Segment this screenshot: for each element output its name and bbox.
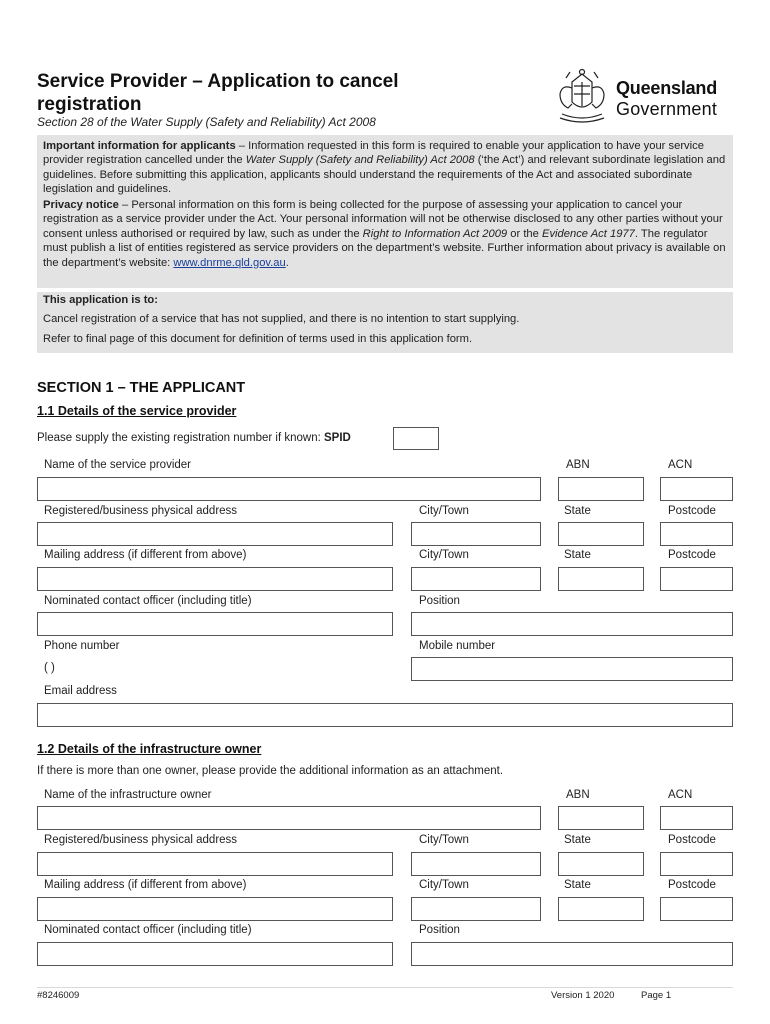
important-text-b: (‘the Act’) and relevant subordinate legislation and guidelines. Before submitting this application, applicants should understand the requirements of the Act and associated subordinate legislation and guidelines. — [43, 154, 726, 196]
provider-mailing-state-input[interactable] — [558, 567, 644, 591]
owner-physical-state-input[interactable] — [558, 852, 644, 876]
provider-mobile-input[interactable] — [411, 657, 733, 681]
provider-name-label: Name of the service provider — [44, 459, 192, 471]
department-website-link[interactable]: www.dnrme.qld.gov.au — [173, 256, 286, 269]
owner-mailing-postcode-input[interactable] — [660, 897, 733, 921]
provider-contact-officer-label: Nominated contact officer (including title) — [44, 595, 252, 607]
owner-physical-state-label: State — [564, 834, 591, 846]
owner-physical-address-label: Registered/business physical address — [44, 834, 238, 846]
spid-label: SPID — [324, 432, 351, 444]
owner-mailing-postcode-label: Postcode — [668, 879, 716, 891]
important-text-a: – Information requested in this form is required to enable your application to have your service provider registration cancelled under the — [43, 140, 704, 167]
provider-mobile-label: Mobile number — [419, 640, 496, 652]
spid-instruction — [37, 432, 351, 444]
important-act-name: Water Supply (Safety and Reliability) Act 2008 — [245, 154, 475, 167]
provider-abn-label: ABN — [566, 459, 590, 471]
provider-mailing-city-input[interactable] — [411, 567, 541, 591]
privacy-text-a: – Personal information on this form is being collected for the purpose of assessing your application to cancel your registration as a service provider under the Act. Your personal information will not be otherwise disclosed to any other parties without your consent unless authorised or required by law, such as under the — [43, 199, 723, 240]
footer-divider — [37, 987, 733, 988]
owner-mailing-city-label: City/Town — [419, 879, 469, 891]
spid-text: Please supply the existing registration number if known: — [37, 432, 325, 444]
privacy-text-b: . The regulator must publish a list of entities registered as service providers on the department’s website. Further information about privacy is available on the department’s website: — [43, 227, 726, 269]
provider-physical-postcode-input[interactable] — [660, 522, 733, 546]
page-subtitle: Section 28 of the Water Supply (Safety and Reliability) Act 2008 — [37, 115, 376, 129]
important-heading: Important information for applicants — [43, 140, 236, 152]
queensland-government-logo — [554, 68, 734, 126]
section-1-title: SECTION 1 – THE APPLICANT — [37, 380, 246, 396]
owner-mailing-state-input[interactable] — [558, 897, 644, 921]
information-panel — [37, 135, 733, 353]
provider-physical-city-input[interactable] — [411, 522, 541, 546]
provider-mailing-city-label: City/Town — [419, 549, 469, 561]
document-id: #8246009 — [37, 990, 80, 1001]
owner-mailing-state-label: State — [564, 879, 591, 891]
provider-physical-postcode-label: Postcode — [668, 505, 716, 517]
provider-name-input[interactable] — [37, 477, 541, 501]
provider-physical-city-label: City/Town — [419, 505, 469, 517]
owner-name-input[interactable] — [37, 806, 541, 830]
owner-contact-officer-label: Nominated contact officer (including title) — [44, 924, 252, 936]
privacy-notice-paragraph — [43, 198, 727, 270]
subsection-1-2-title: 1.2 Details of the infrastructure owner — [37, 742, 262, 756]
owner-mailing-address-input[interactable] — [37, 897, 393, 921]
provider-email-input[interactable] — [37, 703, 733, 727]
provider-physical-state-label: State — [564, 505, 591, 517]
provider-phone-input[interactable] — [37, 657, 393, 681]
phone-area-code-brackets: ( ) — [44, 662, 55, 674]
provider-mailing-address-label: Mailing address (if different from above) — [44, 549, 247, 561]
owner-physical-address-input[interactable] — [37, 852, 393, 876]
provider-phone-label: Phone number — [44, 640, 120, 652]
application-text: Cancel registration of a service that has not supplied, and there is no intention to start supplying. — [43, 313, 520, 325]
provider-physical-address-input[interactable] — [37, 522, 393, 546]
owner-acn-label: ACN — [668, 789, 693, 801]
owner-acn-input[interactable] — [660, 806, 733, 830]
privacy-act-evidence: Evidence Act 1977 — [541, 227, 635, 240]
provider-acn-label: ACN — [668, 459, 693, 471]
owner-physical-postcode-label: Postcode — [668, 834, 716, 846]
spid-input[interactable] — [393, 427, 439, 450]
logo-queensland-text: Queensland — [616, 78, 718, 98]
provider-mailing-postcode-input[interactable] — [660, 567, 733, 591]
provider-contact-officer-input[interactable] — [37, 612, 393, 636]
page-number: Page 1 — [641, 990, 672, 1001]
subsection-1-1-title: 1.1 Details of the service provider — [37, 404, 237, 418]
provider-mailing-postcode-label: Postcode — [668, 549, 716, 561]
owner-mailing-address-label: Mailing address (if different from above) — [44, 879, 247, 891]
privacy-text-mid: or the — [507, 227, 542, 240]
version-label: Version 1 2020 — [551, 990, 615, 1001]
application-heading: This application is to: — [43, 294, 158, 306]
logo-government-text: Government — [616, 99, 718, 119]
owner-attachment-note: If there is more than one owner, please provide the additional information as an attachment. — [37, 765, 504, 777]
provider-abn-input[interactable] — [558, 477, 644, 501]
owner-physical-postcode-input[interactable] — [660, 852, 733, 876]
provider-acn-input[interactable] — [660, 477, 733, 501]
provider-mailing-address-input[interactable] — [37, 567, 393, 591]
owner-name-label: Name of the infrastructure owner — [44, 789, 212, 801]
provider-physical-address-label: Registered/business physical address — [44, 505, 238, 517]
privacy-act-rti: Right to Information Act 2009 — [362, 227, 508, 240]
provider-position-input[interactable] — [411, 612, 733, 636]
page-title: Service Provider – Application to cancel registration — [37, 71, 399, 115]
provider-mailing-state-label: State — [564, 549, 591, 561]
privacy-text-end: . — [285, 256, 289, 269]
owner-abn-label: ABN — [566, 789, 590, 801]
owner-position-label: Position — [419, 924, 460, 936]
provider-email-label: Email address — [44, 685, 117, 697]
provider-position-label: Position — [419, 595, 460, 607]
owner-physical-city-input[interactable] — [411, 852, 541, 876]
privacy-heading: Privacy notice — [43, 199, 119, 211]
panel-divider — [37, 288, 733, 292]
owner-abn-input[interactable] — [558, 806, 644, 830]
owner-physical-city-label: City/Town — [419, 834, 469, 846]
important-information-paragraph — [43, 139, 727, 197]
refer-text: Refer to final page of this document for definition of terms used in this application form. — [43, 333, 473, 345]
provider-physical-state-input[interactable] — [558, 522, 644, 546]
owner-contact-officer-input[interactable] — [37, 942, 393, 966]
owner-mailing-city-input[interactable] — [411, 897, 541, 921]
coat-of-arms-icon — [554, 68, 610, 126]
owner-position-input[interactable] — [411, 942, 733, 966]
